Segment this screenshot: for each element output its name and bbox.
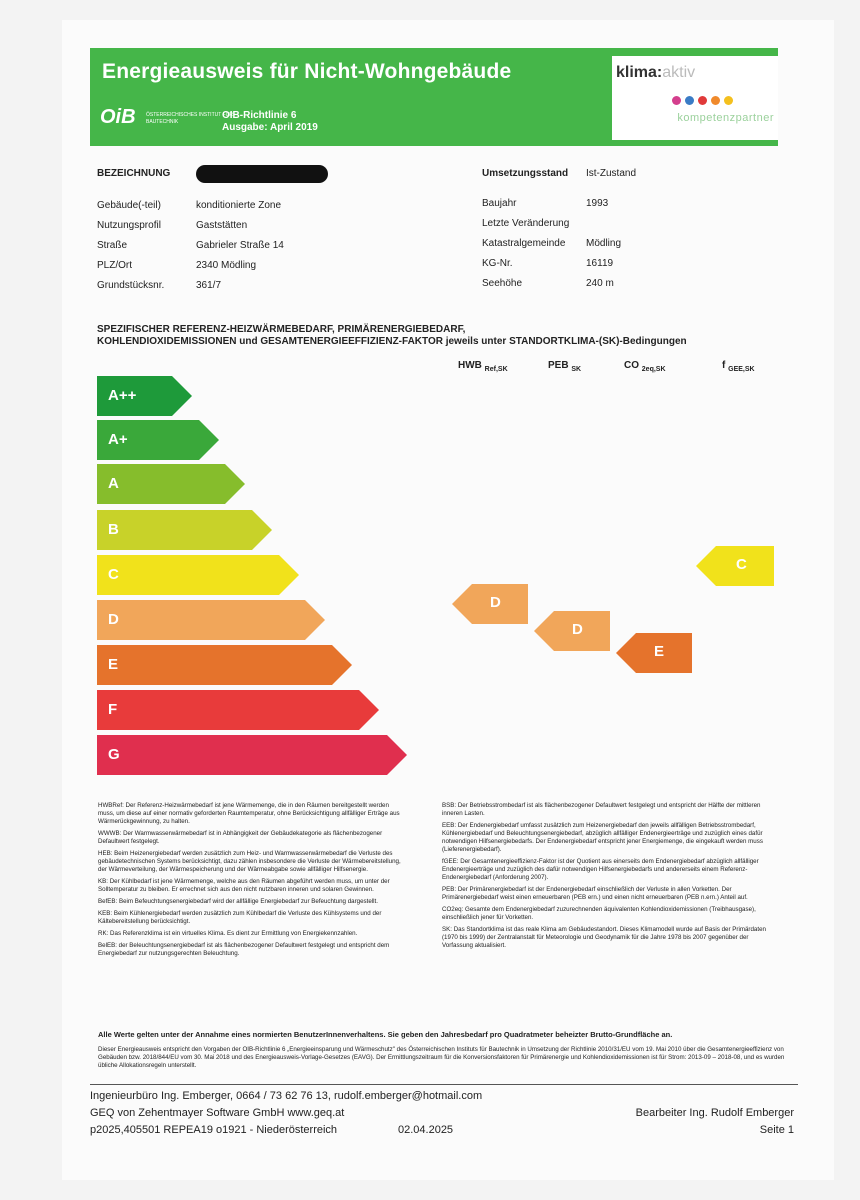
rating-co2: E bbox=[616, 633, 692, 673]
dot-icon bbox=[672, 96, 681, 105]
klimaaktiv-logo bbox=[612, 56, 778, 140]
klimaaktiv-name: klima:aktiv bbox=[616, 64, 696, 81]
oib-logo: OiB bbox=[100, 106, 136, 128]
footer-divider bbox=[90, 1084, 798, 1085]
plz-ort-value: 2340 Mödling bbox=[196, 260, 257, 271]
katastralgemeinde-label: Katastralgemeinde bbox=[482, 238, 566, 249]
dot-icon bbox=[724, 96, 733, 105]
grundstuecksnr-label: Grundstücksnr. bbox=[97, 280, 165, 291]
def-wwwb: WWWB: Der Warmwasserwärmebedarf ist in Abhängigkeit der Gebäudekategorie als flächenbezogener Defaultwert festgelegt. bbox=[98, 830, 383, 845]
oib-richtlinie bbox=[222, 110, 318, 134]
def-bsb: BSB: Der Betriebsstrombedarf ist als flächenbezogener Defaultwert festgelegt und entspricht der Hälfte der mittleren inneren Lasten. bbox=[442, 802, 761, 817]
redaction-mark bbox=[196, 165, 328, 183]
rating-peb: D bbox=[534, 611, 610, 651]
footer-software: GEQ von Zehentmayer Software GmbH www.geq.at bbox=[90, 1107, 345, 1119]
dot-icon bbox=[711, 96, 720, 105]
header-banner bbox=[90, 48, 778, 146]
footer-date: 02.04.2025 bbox=[398, 1124, 454, 1136]
klimaaktiv-partner: kompetenzpartner bbox=[677, 112, 774, 124]
column-header-co2: CO $_{2eq,SK}$ bbox=[624, 360, 666, 373]
certificate-page bbox=[62, 20, 834, 1180]
kg-nr-value: 16119 bbox=[586, 258, 614, 269]
class-bar-d: D bbox=[97, 600, 325, 640]
klimaaktiv-dots bbox=[672, 92, 737, 110]
class-bar-a: A bbox=[97, 464, 245, 504]
document-title: Energieausweis für Nicht-Wohngebäude bbox=[102, 60, 512, 83]
class-bar-g: G bbox=[97, 735, 407, 775]
baujahr-value: 1993 bbox=[586, 198, 609, 209]
dot-icon bbox=[698, 96, 707, 105]
def-fgee: fGEE: Der Gesamtenergieeffizienz-Faktor ist der Quotient aus einerseits dem Endenergiebedarf abzüglich allfälliger Endenergieerträge und zuzüglich des dafür notwendigen Hilfsenergiebedarfs und andererseits einem Referenz-Endenergiebedarf (Anforderung 2007). bbox=[442, 858, 759, 881]
bar-shape bbox=[97, 555, 299, 595]
footer-reference: p2025,405501 REPEA19 o1921 - Niederösterreich bbox=[90, 1124, 338, 1136]
rating-fgee: C bbox=[696, 546, 774, 586]
plz-ort-label: PLZ/Ort bbox=[97, 260, 133, 271]
seehoehe-value: 240 m bbox=[586, 278, 614, 289]
definitions-left bbox=[98, 802, 406, 962]
def-rk: RK: Das Referenzklima ist ein virtuelles Klima. Es dient zur Ermittlung von Energiekennzahlen. bbox=[98, 930, 358, 937]
ausgabe-label: Ausgabe: April 2019 bbox=[222, 122, 318, 133]
richtlinie-label: OIB-Richtlinie 6 bbox=[222, 110, 297, 121]
nutzungsprofil-label: Nutzungsprofil bbox=[97, 220, 161, 231]
gebaeude-label: Gebäude(-teil) bbox=[97, 200, 161, 211]
strasse-label: Straße bbox=[97, 240, 128, 251]
gebaeude-value: konditionierte Zone bbox=[196, 200, 282, 211]
column-header-fgee: f $_{GEE,SK}$ bbox=[722, 360, 755, 373]
footer-bearbeiter: Bearbeiter Ing. Rudolf Emberger bbox=[635, 1107, 794, 1119]
indicator-shape bbox=[696, 546, 774, 586]
column-header-peb: PEB $_{SK}$ bbox=[548, 360, 582, 373]
rating-hwb: D bbox=[452, 584, 528, 624]
klima-word: klima bbox=[616, 64, 657, 81]
letzte-veraenderung-label: Letzte Veränderung bbox=[482, 218, 570, 229]
bar-shape bbox=[97, 735, 407, 775]
def-befeb: BefEB: Beim Befeuchtungsenergiebedarf wird der allfällige Energiebedarf zur Befeuchtung dargestellt. bbox=[98, 898, 378, 905]
bar-shape bbox=[97, 690, 379, 730]
baujahr-label: Baujahr bbox=[482, 198, 517, 209]
umsetzungsstand-value: Ist-Zustand bbox=[586, 168, 637, 179]
column-header-hwb: HWB $_{Ref,SK}$ bbox=[458, 360, 508, 373]
seehoehe-label: Seehöhe bbox=[482, 278, 523, 289]
footer-seite: Seite 1 bbox=[759, 1124, 794, 1136]
def-peb: PEB: Der Primärenergiebedarf ist der Endenergiebedarf einschließlich der Verluste in allen Vorketten. Der Primärenergiebedarf weist einen erneuerbaren (PEB ern.) und einen nicht erneuerbaren (PEB n.ern.) Anteil auf. bbox=[442, 886, 748, 901]
class-bar-a-plus: A+ bbox=[97, 420, 219, 460]
spec-heading-line1: SPEZIFISCHER REFERENZ-HEIZWÄRMEBEDARF, PRIMÄRENERGIEBEDARF, bbox=[97, 324, 466, 335]
kg-nr-label: KG-Nr. bbox=[482, 258, 513, 269]
def-beleb: BelEB: der Beleuchtungsenergiebedarf ist als flächenbezogener Defaultwert festgelegt und entspricht dem Energiebedarf zur nutzungsgerechten Beleuchtung. bbox=[98, 942, 390, 957]
grundstuecksnr-value: 361/7 bbox=[196, 280, 222, 291]
aktiv-word: aktiv bbox=[662, 64, 696, 81]
class-bar-f: F bbox=[97, 690, 379, 730]
oib-institute: ÖSTERREICHISCHES INSTITUT FÜR BAUTECHNIK bbox=[146, 112, 233, 125]
class-bar-e: E bbox=[97, 645, 352, 685]
nutzungsprofil-value: Gaststätten bbox=[196, 220, 248, 231]
definitions-right bbox=[442, 802, 772, 954]
def-heb: HEB: Beim Heizenergiebedarf werden zusätzlich zum Heiz- und Warmwasserwärmebedarf die Verluste des gebäudetechnischen Systems berücksichtigt, dazu zählen insbesondere die Verluste der Wärmebereitstellung, der Wärmeverteilung, der Wärmespeicherung und der Wärmeabgabe sowie allfälliger Hilfsenergie. bbox=[98, 850, 401, 873]
def-eeb: EEB: Der Endenergiebedarf umfasst zusätzlich zum Heizenergiebedarf den jeweils allfälligen Betriebsstrombedarf, Kühlenergiebedarf und Beleuchtungsenergiebedarf, abzüglich allfälliger Endenergieerträge und zuzüglich eines dafür notwendigen Hilfsenergiebedarfs. Der Endenergiebedarf entspricht jener Energiemenge, die eingekauft werden muss (Lieferenergiebedarf). bbox=[442, 822, 763, 853]
def-keb: KEB: Beim Kühlenergiebedarf werden zusätzlich zum Kühlbedarf die Verluste des Kühlsystems und der Kältebereitstellung berücksichtigt. bbox=[98, 910, 382, 925]
def-hwb: HWBRef: Der Referenz-Heizwärmebedarf ist jene Wärmemenge, die in den Räumen bereitgestellt werden muss, um diese auf einer normativ geforderten Raumtemperatur, ohne Berücksichtigung allfälliger Erträge aus Wärmerückgewinnung, zu halten. bbox=[98, 802, 400, 825]
bar-shape bbox=[97, 645, 352, 685]
footer-engineer: Ingenieurbüro Ing. Emberger, 0664 / 73 62 76 13, rudolf.emberger@hotmail.com bbox=[90, 1090, 483, 1102]
spec-heading bbox=[97, 324, 787, 348]
bezeichnung-label: BEZEICHNUNG bbox=[97, 168, 171, 179]
class-bar-c: C bbox=[97, 555, 299, 595]
legal-note: Dieser Energieausweis entspricht den Vorgaben der OIB-Richtlinie 6 „Energieeinsparung und Wärmeschutz" des Österreichischen Instituts für Bautechnik in Umsetzung der Richtlinie 2010/31/EU vom 19. Mai 2010 über die Gesamtenergieeffizienz von Gebäuden bzw. 2018/844/EU vom 30. Mai 2018 und des Energieausweis-Vorlage-Gesetzes (EAVG). Der Ermittlungszeitraum für die Konversionsfaktoren für Primärenergie und Kohlendioxidemissionen ist für Strom: 2013-09 – 2018-08, und es wurden übliche Allokationsregeln unterstellt. bbox=[98, 1046, 785, 1069]
umsetzungsstand-label: Umsetzungsstand bbox=[482, 168, 569, 179]
def-sk: SK: Das Standortklima ist das reale Klima am Gebäudestandort. Dieses Klimamodell wurde auf Basis der Primärdaten (1970 bis 1999) der Zentralanstalt für Meteorologie und Geodynamik für die Jahre 1978 bis 2007 gegenüber der Vorfassung aktualisiert. bbox=[442, 926, 766, 949]
footer-right bbox=[636, 1105, 794, 1139]
dot-icon bbox=[685, 96, 694, 105]
def-co2eq: CO2eq: Gesamte dem Endenergiebedarf zuzurechnenden äquivalenten Kohlendioxidemissionen (Treibhausgase), einschließlich jener für Vorketten. bbox=[442, 906, 756, 921]
strasse-value: Gabrieler Straße 14 bbox=[196, 240, 284, 251]
bar-shape bbox=[97, 510, 272, 550]
class-bar-a-plus-plus: A++ bbox=[97, 376, 192, 416]
bar-shape bbox=[97, 464, 245, 504]
bar-shape bbox=[97, 600, 325, 640]
katastralgemeinde-value: Mödling bbox=[586, 238, 622, 249]
def-kb: KB: Der Kühlbedarf ist jene Wärmemenge, welche aus den Räumen abgeführt werden muss, um unter der Solltemperatur zu bleiben. Er errechnet sich aus den nicht nutzbaren inneren und solaren Gewinnen. bbox=[98, 878, 390, 893]
normative-note: Alle Werte gelten unter der Annahme eines normierten BenutzerInnenverhaltens. Sie geben den Jahresbedarf pro Quadratmeter beheizter Brutto-Grundfläche an. bbox=[98, 1030, 673, 1039]
class-bar-b: B bbox=[97, 510, 272, 550]
spec-heading-line2: KOHLENDIOXIDEMISSIONEN und GESAMTENERGIEEFFIZIENZ-FAKTOR jeweils unter STANDORTKLIMA-(SK)-Bedingungen bbox=[97, 336, 687, 347]
